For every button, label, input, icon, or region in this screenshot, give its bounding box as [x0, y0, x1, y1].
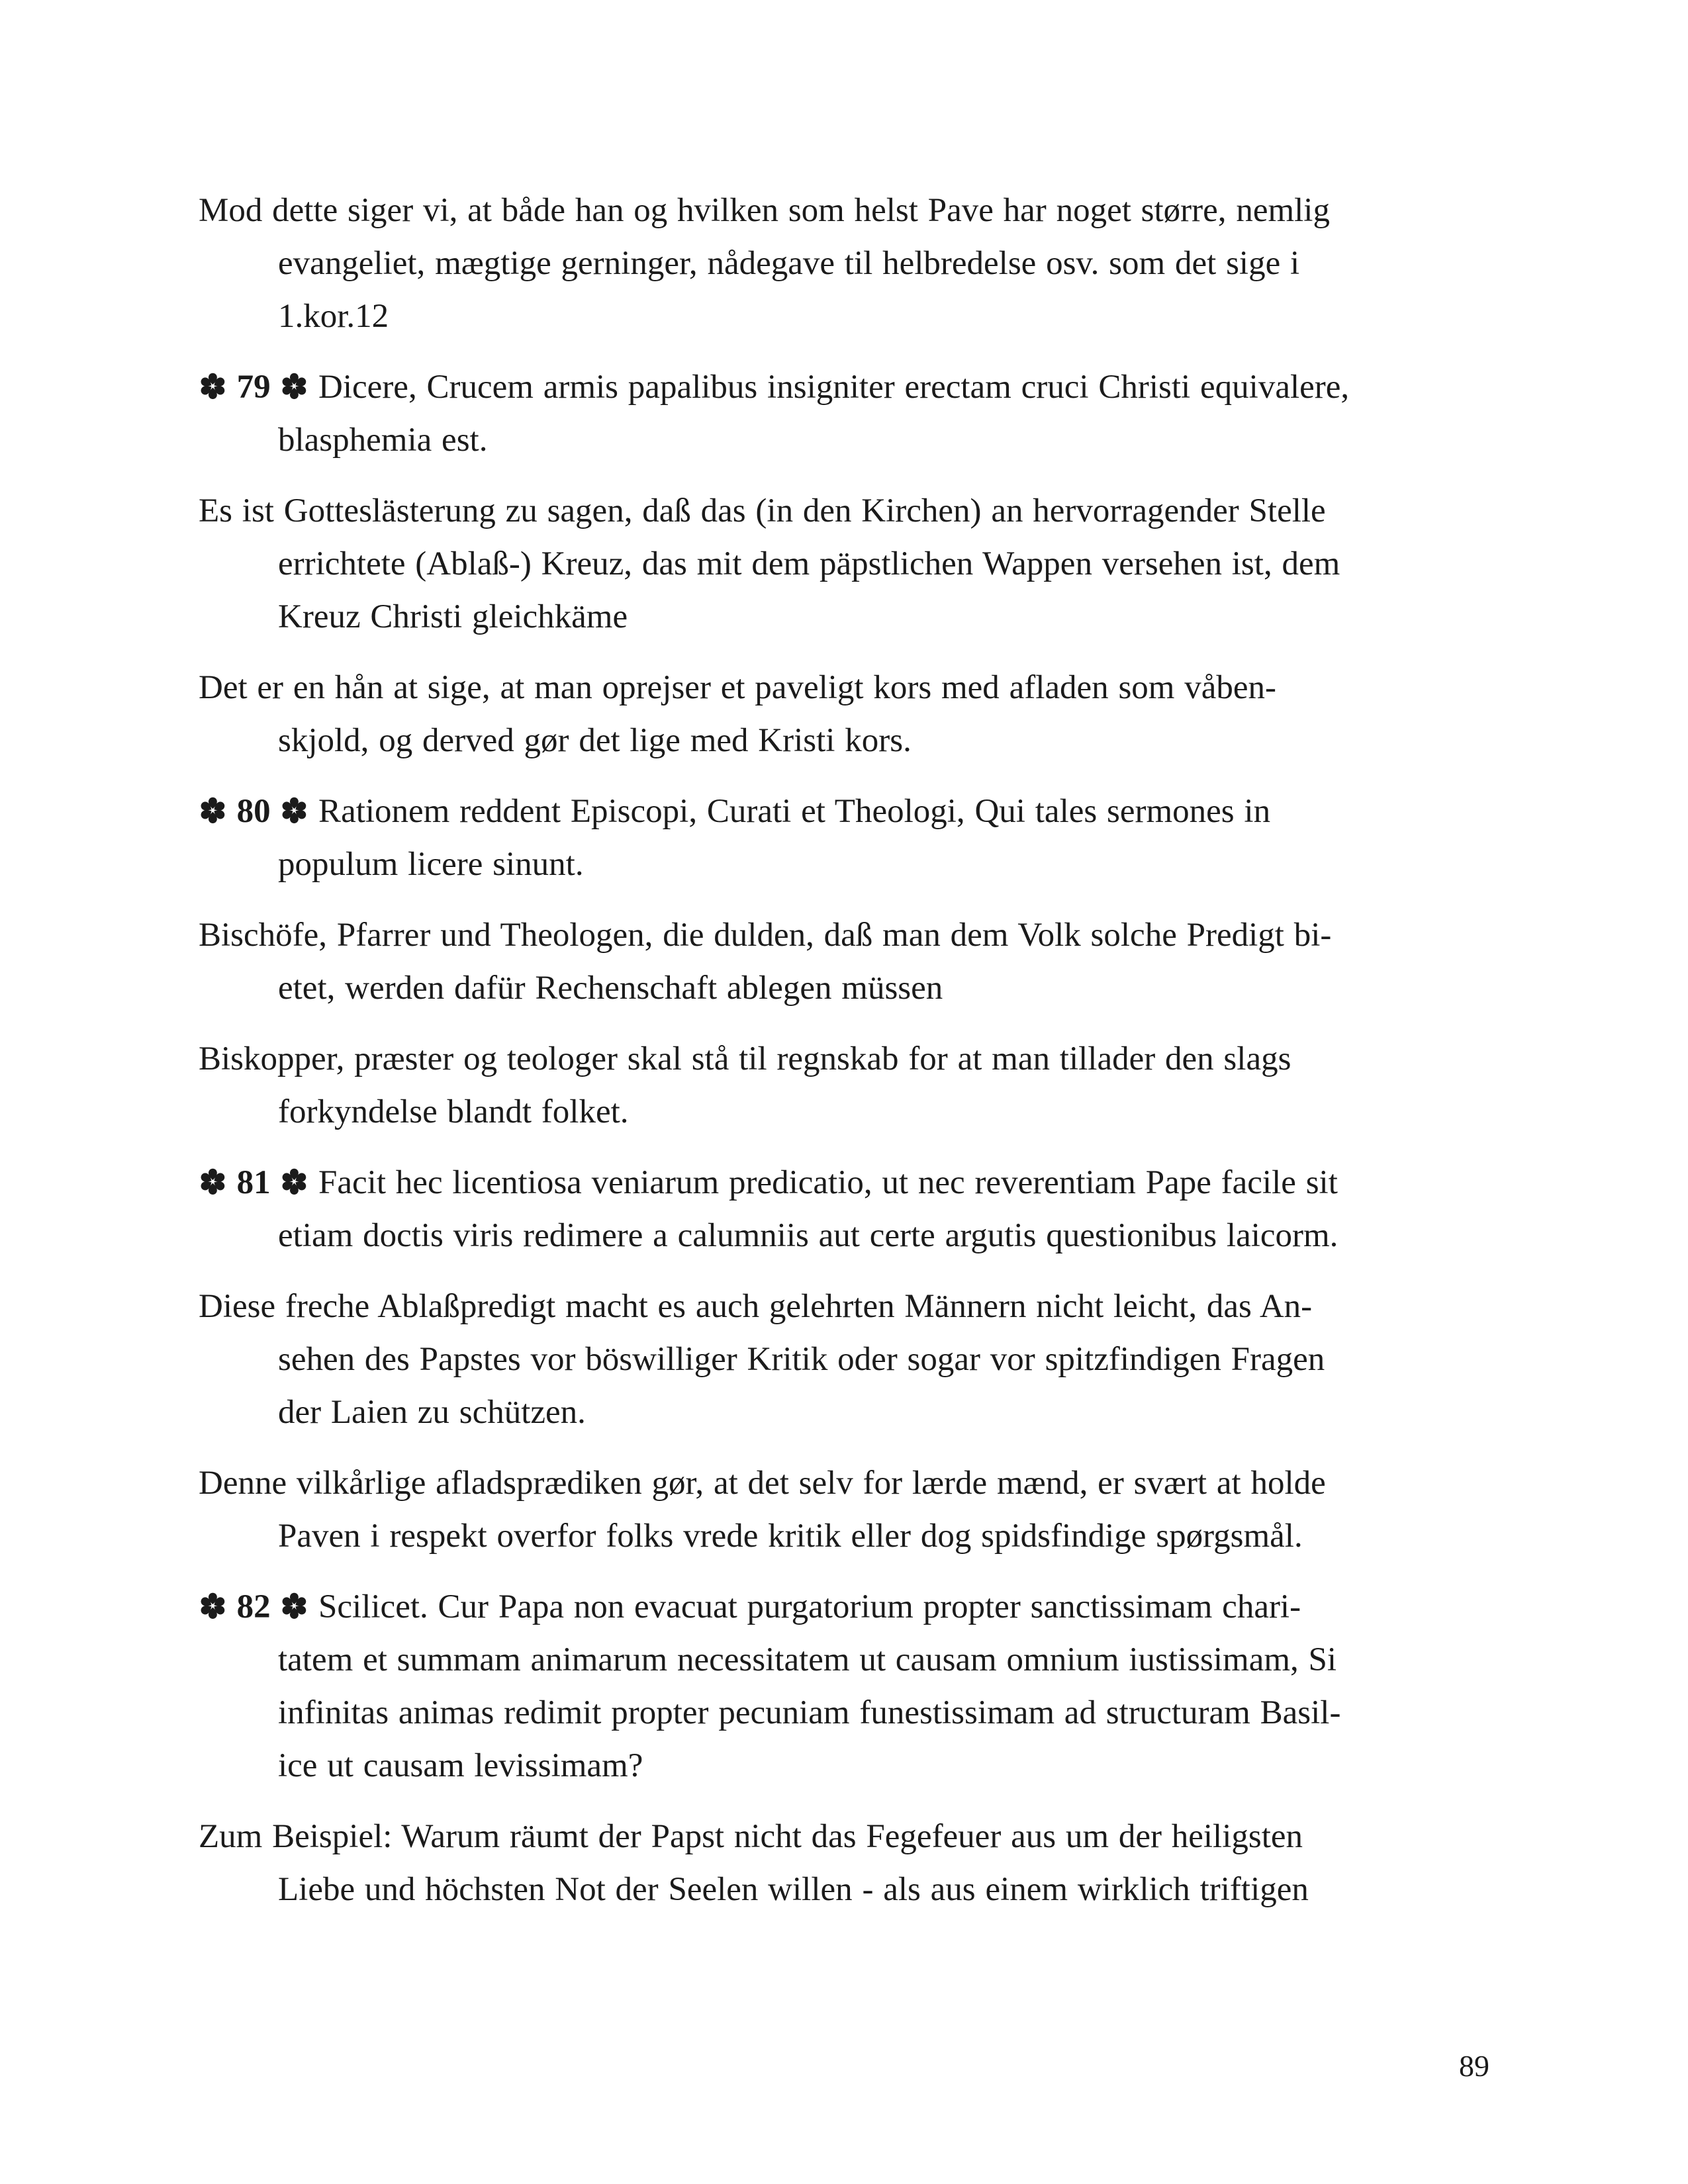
- text-line: etiam doctis viris redimere a calumniis aut certe argutis questionibus laicorm.: [278, 1217, 1338, 1254]
- text-line: Zum Beispiel: Warum räumt der Papst nicht das Fegefeuer aus um der heiligsten: [199, 1818, 1303, 1855]
- text-line: infinitas animas redimit propter pecuniam funestissimam ad structuram Basil-: [278, 1694, 1341, 1731]
- text-line: etet, werden dafür Rechenschaft ablegen müssen: [278, 970, 943, 1007]
- text-line: Denne vilkårlige afladsprædiken gør, at det selv for lærde mænd, er svært at holde: [199, 1465, 1326, 1502]
- thesis-marker: 82: [199, 1588, 318, 1625]
- paragraph: [199, 909, 1496, 1015]
- teardrop-asterisk-icon: [199, 1167, 227, 1196]
- text-line: Mod dette siger vi, at både han og hvilken som helst Pave har noget større, nemlig: [199, 192, 1330, 229]
- text-line: Bischöfe, Pfarrer und Theologen, die dulden, daß man dem Volk solche Predigt bi-: [199, 917, 1332, 954]
- thesis-marker: 80: [199, 793, 318, 830]
- paragraph: [199, 661, 1496, 767]
- paragraph: [199, 1810, 1496, 1916]
- text-line: sehen des Papstes vor böswilliger Kritik oder sogar vor spitzfindigen Fragen: [278, 1341, 1325, 1378]
- text-line: evangeliet, mægtige gerninger, nådegave til helbredelse osv. som det sige i: [278, 245, 1300, 282]
- paragraph: [199, 1032, 1496, 1138]
- text-line: 82 Scilicet. Cur Papa non evacuat purgatorium propter sanctissimam chari-: [199, 1580, 1496, 1633]
- text-line: skjold, og derved gør det lige med Kristi kors.: [278, 722, 912, 759]
- text-line: 81 Facit hec licentiosa veniarum predicatio, ut nec reverentiam Pape facile sit: [199, 1156, 1496, 1209]
- text-line: 1.kor.12: [278, 298, 389, 335]
- teardrop-asterisk-icon: [280, 796, 308, 825]
- text-line: der Laien zu schützen.: [278, 1394, 586, 1431]
- paragraph: [199, 484, 1496, 643]
- thesis-marker: 79: [199, 369, 318, 406]
- text-line: Biskopper, præster og teologer skal stå til regnskab for at man tillader den slags: [199, 1040, 1291, 1077]
- teardrop-asterisk-icon: [280, 1167, 308, 1196]
- paragraph: [199, 785, 1496, 891]
- text-line: Det er en hån at sige, at man oprejser et paveligt kors med afladen som våben-: [199, 669, 1277, 706]
- text-line: Kreuz Christi gleichkäme: [278, 598, 628, 635]
- paragraph: [199, 1457, 1496, 1563]
- text-line: 79 Dicere, Crucem armis papalibus insigniter erectam cruci Christi equivalere,: [199, 361, 1496, 414]
- text-line: ice ut causam levissimam?: [278, 1747, 643, 1784]
- page-number: 89: [1459, 2049, 1489, 2083]
- paragraph: [199, 1280, 1496, 1439]
- text-line: errichtete (Ablaß-) Kreuz, das mit dem päpstlichen Wappen versehen ist, dem: [278, 545, 1340, 582]
- text-line: tatem et summam animarum necessitatem ut causam omnium iustissimam, Si: [278, 1641, 1337, 1678]
- text-line: forkyndelse blandt folket.: [278, 1093, 629, 1130]
- text-line: Liebe und höchsten Not der Seelen willen - als aus einem wirklich triftigen: [278, 1871, 1309, 1908]
- document-body: [199, 184, 1496, 1934]
- teardrop-asterisk-icon: [199, 1592, 227, 1620]
- thesis-marker: 81: [199, 1164, 318, 1201]
- text-line: Diese freche Ablaßpredigt macht es auch gelehrten Männern nicht leicht, das An-: [199, 1288, 1313, 1325]
- text-line: populum licere sinunt.: [278, 846, 584, 883]
- paragraph: [199, 1580, 1496, 1792]
- text-line: 80 Rationem reddent Episcopi, Curati et Theologi, Qui tales sermones in: [199, 785, 1496, 838]
- paragraph: [199, 184, 1496, 343]
- teardrop-asterisk-icon: [199, 796, 227, 825]
- text-line: Paven i respekt overfor folks vrede kritik eller dog spidsfindige spørgsmål.: [278, 1518, 1303, 1555]
- paragraph: [199, 1156, 1496, 1262]
- teardrop-asterisk-icon: [280, 372, 308, 400]
- text-line: Es ist Gotteslästerung zu sagen, daß das (in den Kirchen) an hervorragender Stelle: [199, 492, 1326, 529]
- paragraph: [199, 361, 1496, 467]
- teardrop-asterisk-icon: [280, 1592, 308, 1620]
- teardrop-asterisk-icon: [199, 372, 227, 400]
- text-line: blasphemia est.: [278, 422, 488, 459]
